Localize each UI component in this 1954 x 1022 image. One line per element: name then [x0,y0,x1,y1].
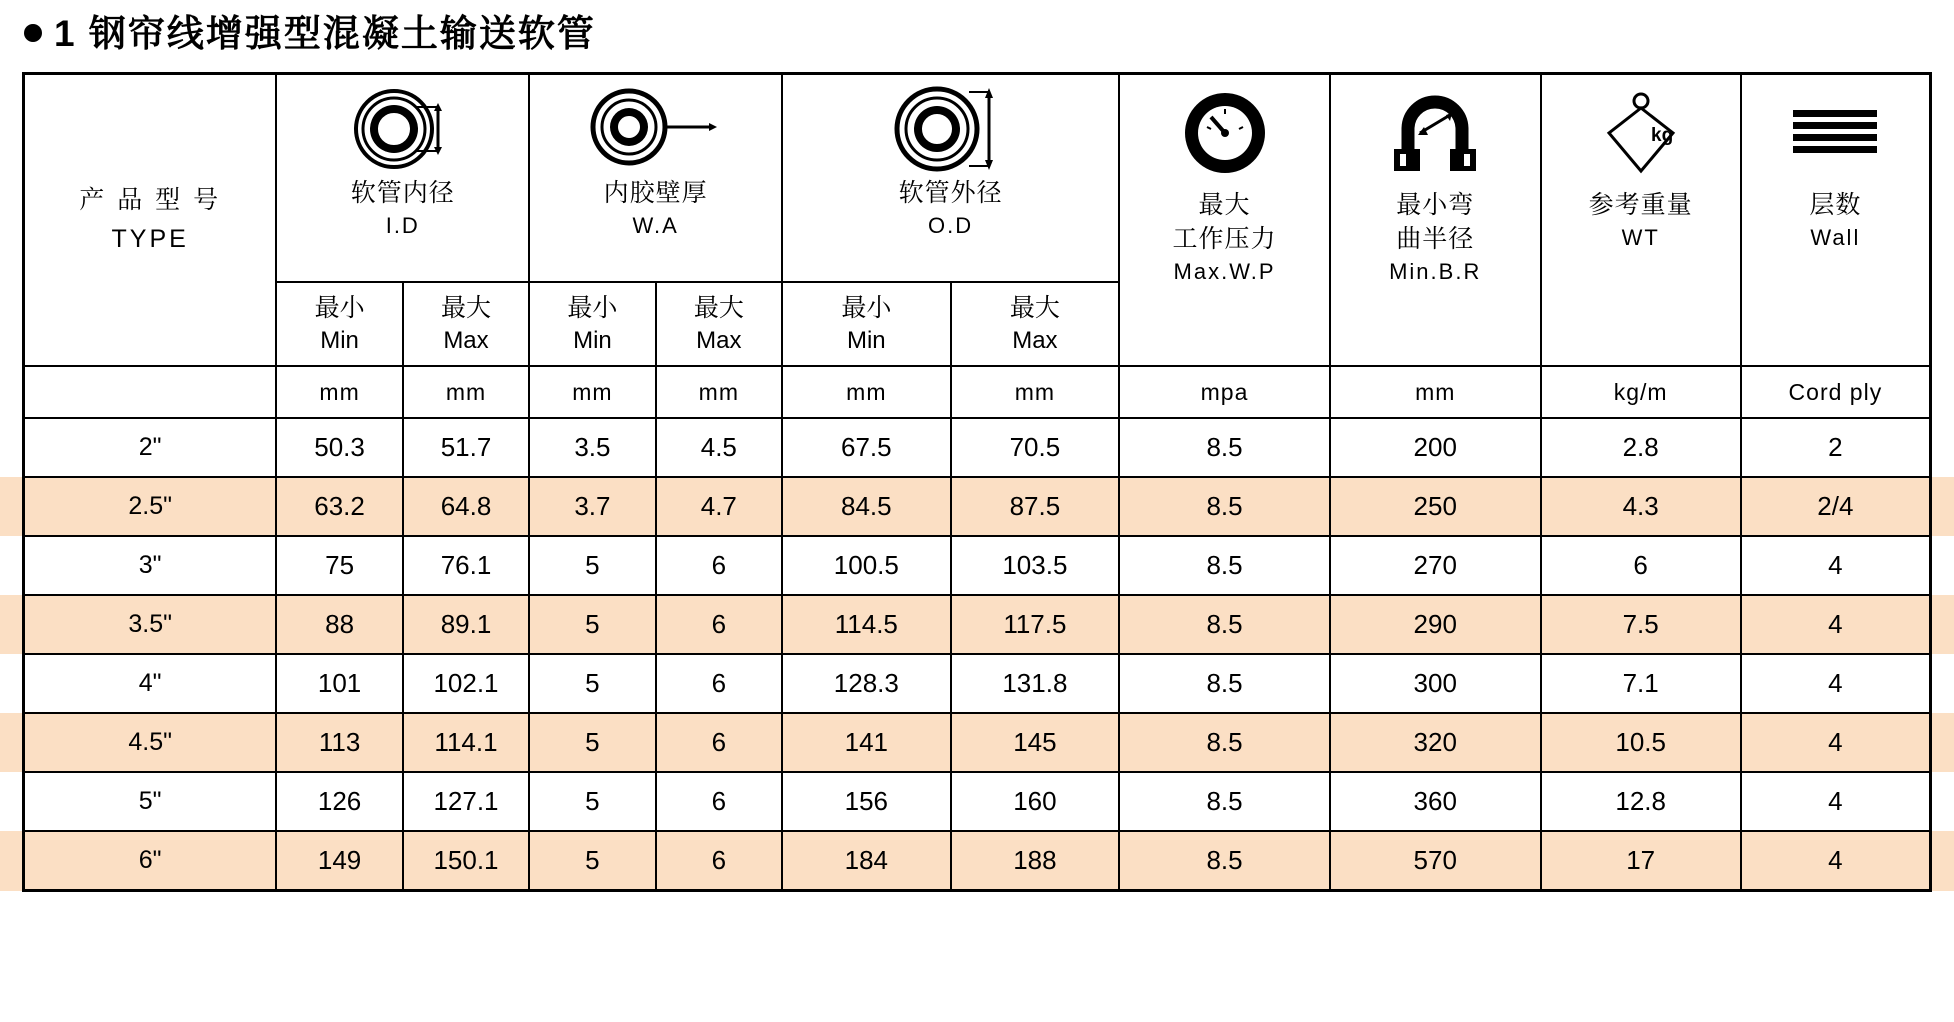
table-header-row-main [24,74,1931,283]
header-wa-max-en: Max [696,326,742,354]
cell-mbr: 250 [1330,477,1541,536]
cell-id-min: 126 [276,772,402,831]
pressure-gauge-icon [1179,89,1271,177]
header-od-max-en: Max [1012,326,1058,354]
header-id-min-cn: 最小 [314,294,365,323]
cell-od-max: 131.8 [951,654,1120,713]
cell-od-min: 114.5 [782,595,951,654]
unit-id-min: mm [276,366,402,418]
cell-wa-max: 4.7 [656,477,782,536]
cell-wall: 2/4 [1741,477,1931,536]
table-row [24,477,1931,536]
cell-id-min: 149 [276,831,402,891]
cell-od-min: 128.3 [782,654,951,713]
unit-mbr: mm [1330,366,1541,418]
cell-id-max: 51.7 [403,418,529,477]
cell-wall: 4 [1741,595,1931,654]
spec-table-wrap [22,72,1932,892]
cell-mwp: 8.5 [1119,418,1330,477]
header-wa-max [656,282,782,366]
page-title [22,0,1932,66]
cell-od-max: 145 [951,713,1120,772]
cell-wt: 4.3 [1541,477,1741,536]
cell-wa-min: 5 [529,536,655,595]
cell-id-max: 89.1 [403,595,529,654]
cell-type: 4" [24,654,277,713]
header-wa-min-cn: 最小 [567,294,618,323]
table-row [24,713,1931,772]
header-max-working-pressure [1119,74,1330,367]
cell-wa-max: 6 [656,772,782,831]
unit-id-max: mm [403,366,529,418]
cell-wa-min: 5 [529,654,655,713]
cell-mwp: 8.5 [1119,477,1330,536]
cell-wall: 4 [1741,713,1931,772]
header-mwp-en: Max.W.P [1173,258,1276,284]
cell-mwp: 8.5 [1119,654,1330,713]
cell-od-min: 67.5 [782,418,951,477]
cell-id-max: 64.8 [403,477,529,536]
header-mwp-cn-1: 最大 [1198,191,1251,219]
cell-mbr: 320 [1330,713,1541,772]
cell-wa-max: 6 [656,831,782,891]
cell-wall: 4 [1741,831,1931,891]
cell-wa-min: 5 [529,713,655,772]
cell-wt: 7.1 [1541,654,1741,713]
cell-id-max: 102.1 [403,654,529,713]
cell-od-max: 103.5 [951,536,1120,595]
cell-wa-min: 3.5 [529,418,655,477]
header-id-max-en: Max [443,326,489,354]
cell-mbr: 300 [1330,654,1541,713]
cell-type: 3" [24,536,277,595]
page-title-text: 1 钢帘线增强型混凝土输送软管 [54,12,596,54]
cell-od-max: 160 [951,772,1120,831]
header-id-cn: 软管内径 [350,179,455,207]
cell-wt: 7.5 [1541,595,1741,654]
header-od-min-en: Min [846,326,886,354]
cell-wa-max: 6 [656,595,782,654]
unit-wall: Cord ply [1741,366,1931,418]
header-wt-en: WT [1621,224,1660,250]
cell-mwp: 8.5 [1119,536,1330,595]
cell-id-min: 63.2 [276,477,402,536]
unit-mwp: mpa [1119,366,1330,418]
header-od-min [782,282,951,366]
cell-od-min: 156 [782,772,951,831]
cell-wa-max: 6 [656,536,782,595]
table-row [24,654,1931,713]
cell-wa-min: 5 [529,595,655,654]
header-wa-min-en: Min [573,326,612,354]
cell-od-min: 141 [782,713,951,772]
header-od-cn: 软管外径 [898,179,1003,207]
header-mbr-cn-1: 最小弯 [1396,191,1475,219]
header-od-min-cn: 最小 [841,294,892,323]
cell-od-max: 188 [951,831,1120,891]
cell-id-max: 127.1 [403,772,529,831]
svg-text:kg: kg [1650,125,1673,146]
cell-type: 6" [24,831,277,891]
table-row [24,595,1931,654]
header-wall-layers [1741,74,1931,367]
table-row [24,831,1931,891]
unit-od-max: mm [951,366,1120,418]
header-wa-cn: 内胶壁厚 [603,179,708,207]
bullet-dot-icon [24,24,42,42]
header-min-bend-radius [1330,74,1541,367]
cell-mwp: 8.5 [1119,713,1330,772]
unit-wt: kg/m [1541,366,1741,418]
cell-mbr: 270 [1330,536,1541,595]
header-type-cn: 产 品 型 号 [79,186,222,215]
cell-mbr: 570 [1330,831,1541,891]
table-row [24,536,1931,595]
cell-mwp: 8.5 [1119,595,1330,654]
cell-id-max: 76.1 [403,536,529,595]
header-id-min [276,282,402,366]
cell-wt: 10.5 [1541,713,1741,772]
header-id-max-cn: 最大 [440,294,491,323]
unit-wa-min: mm [529,366,655,418]
header-od-max [951,282,1120,366]
cell-type: 5" [24,772,277,831]
header-inner-diameter [276,74,529,283]
hose-inner-diameter-icon [338,85,468,173]
cell-id-min: 50.3 [276,418,402,477]
header-wall-en: Wall [1810,224,1861,250]
header-od-en: O.D [928,212,974,238]
header-wa-max-cn: 最大 [693,294,744,323]
table-row [24,418,1931,477]
header-id-en: I.D [385,212,420,238]
cell-type: 2" [24,418,277,477]
cell-id-min: 101 [276,654,402,713]
cord-layers-icon [1785,89,1885,177]
header-wa-min [529,282,655,366]
bend-radius-icon [1380,89,1490,177]
hose-outer-diameter-icon [881,85,1021,173]
cell-id-min: 88 [276,595,402,654]
table-row [24,772,1931,831]
header-mbr-en: Min.B.R [1389,258,1482,284]
cell-od-min: 84.5 [782,477,951,536]
cell-od-min: 184 [782,831,951,891]
cell-mbr: 360 [1330,772,1541,831]
cell-wa-max: 4.5 [656,418,782,477]
header-mwp-cn-2: 工作压力 [1172,224,1277,253]
header-mbr-cn-2: 曲半径 [1396,224,1475,253]
header-wall-thickness [529,74,782,283]
cell-type: 2.5" [24,477,277,536]
header-type-en: TYPE [111,225,189,253]
header-wall-cn: 层数 [1809,191,1862,219]
cell-wall: 2 [1741,418,1931,477]
header-weight [1541,74,1741,367]
cell-wa-max: 6 [656,654,782,713]
table-units-row [24,366,1931,418]
header-type [24,74,277,367]
cell-type: 4.5" [24,713,277,772]
cell-wt: 6 [1541,536,1741,595]
cell-od-min: 100.5 [782,536,951,595]
cell-id-min: 113 [276,713,402,772]
header-id-max [403,282,529,366]
cell-wt: 2.8 [1541,418,1741,477]
header-id-min-en: Min [320,326,359,354]
cell-wa-min: 5 [529,831,655,891]
cell-wall: 4 [1741,654,1931,713]
cell-mbr: 200 [1330,418,1541,477]
weight-kg-icon [1595,89,1687,177]
unit-od-min: mm [782,366,951,418]
cell-wa-max: 6 [656,713,782,772]
cell-id-max: 114.1 [403,713,529,772]
header-wt-cn: 参考重量 [1588,191,1693,219]
header-wa-en: W.A [632,212,679,238]
cell-mbr: 290 [1330,595,1541,654]
unit-wa-max: mm [656,366,782,418]
hose-wall-thickness-icon [581,85,731,173]
cell-id-max: 150.1 [403,831,529,891]
header-od-max-cn: 最大 [1009,294,1060,323]
cell-wall: 4 [1741,772,1931,831]
hose-specification-table [22,72,1932,892]
unit-type [24,366,277,418]
cell-mwp: 8.5 [1119,772,1330,831]
cell-wa-min: 3.7 [529,477,655,536]
cell-mwp: 8.5 [1119,831,1330,891]
cell-id-min: 75 [276,536,402,595]
header-outer-diameter [782,74,1119,283]
cell-wa-min: 5 [529,772,655,831]
cell-od-max: 87.5 [951,477,1120,536]
cell-wt: 17 [1541,831,1741,891]
cell-wt: 12.8 [1541,772,1741,831]
cell-od-max: 117.5 [951,595,1120,654]
cell-od-max: 70.5 [951,418,1120,477]
cell-wall: 4 [1741,536,1931,595]
cell-type: 3.5" [24,595,277,654]
